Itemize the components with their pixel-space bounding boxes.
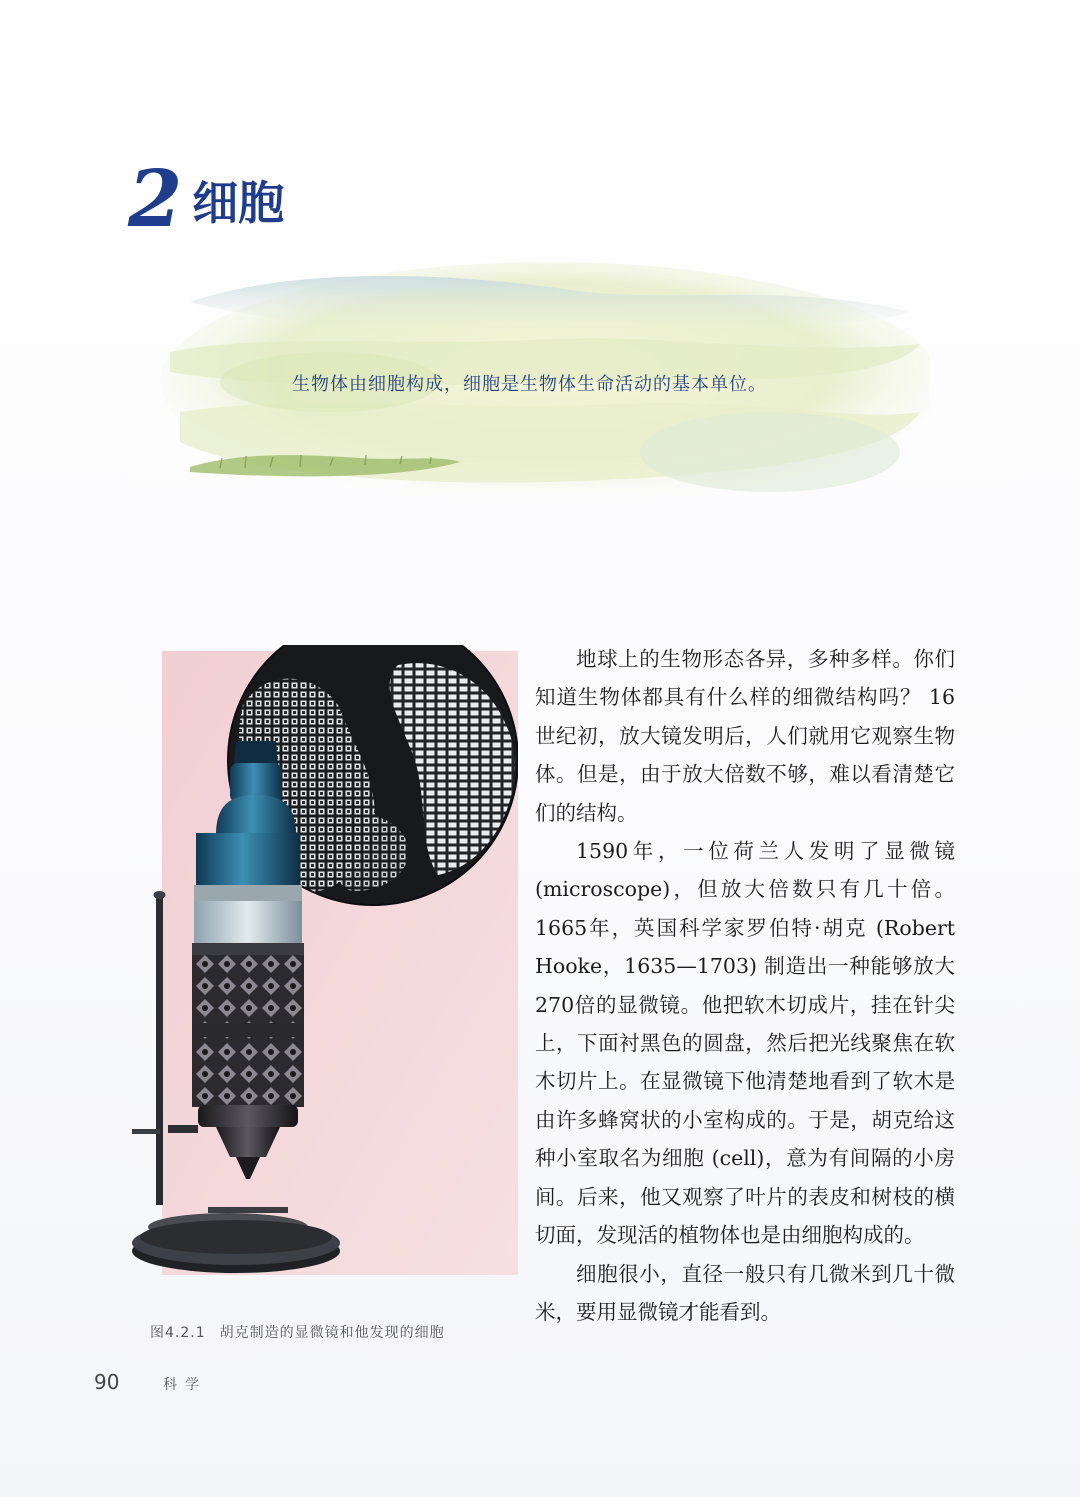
hooke-microscope-figure [128,645,518,1285]
section-heading [128,150,284,250]
paragraph: 1590年，一位荷兰人发明了显微镜(microscope)，但放大倍数只有几十倍。1665年，英国科学家罗伯特·胡克 (Robert Hooke，1635—1703) 制造出一种能够放大270倍的显微镜。他把软木切成片，挂在针尖上，下面衬黑色的圆盘，然后把光线聚焦在软木切片上。在显微镜下他清楚地看到了软木是由许多蜂窝状的小室构成的。于是，胡克给这种小室取名为细胞 (cell)，意为有间隔的小房间。后来，他又观察了叶片的表皮和树枝的横切面，发现活的植物体也是由细胞构成的。 [535,839,955,1248]
figure-caption-text: 胡克制造的显微镜和他发现的细胞 [219,1325,445,1341]
figure-caption [150,1322,530,1342]
body-text [535,640,955,1331]
book-subject: 科学 [163,1377,207,1393]
page-number: 90 [94,1370,120,1394]
figure-number: 图4.2.1 [150,1325,206,1341]
paragraph: 细胞很小，直径一般只有几微米到几十微米，要用显微镜才能看到。 [535,1261,955,1324]
paragraph: 地球上的生物形态各异，多种多样。你们知道生物体都具有什么样的细微结构吗？ 16世纪初，放大镜发明后，人们就用它观察生物体。但是，由于放大倍数不够，难以看清楚它们的结构。 [535,647,955,825]
microscope-and-cells-illustration [128,645,518,1285]
chapter-summary: 生物体由细胞构成，细胞是生物体生命活动的基本单位。 [292,374,767,395]
section-number: 2 [128,154,183,245]
section-title: 细胞 [192,176,285,230]
